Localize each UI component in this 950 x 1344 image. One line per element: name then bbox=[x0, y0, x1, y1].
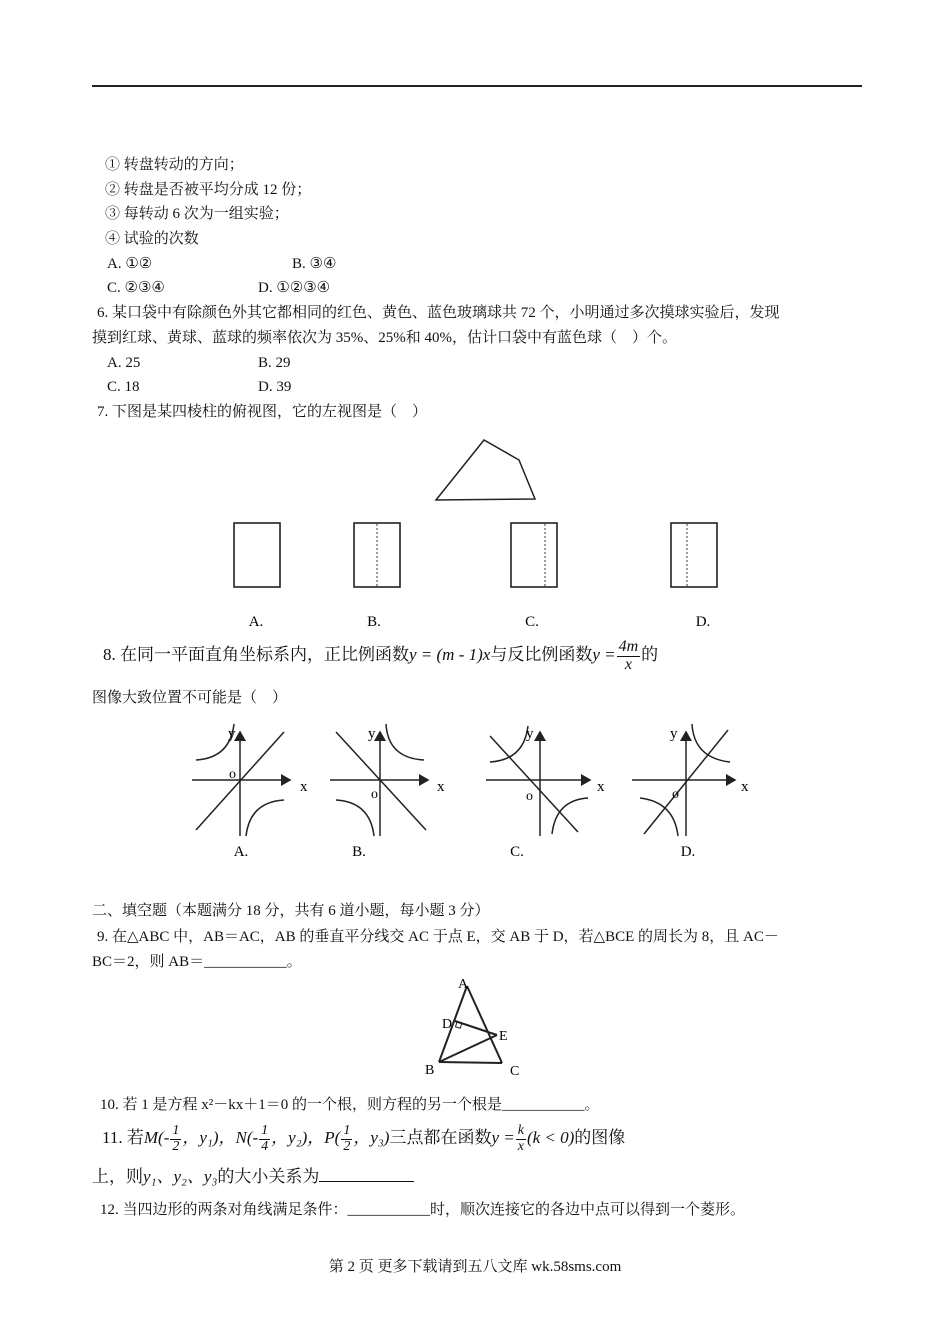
graph-b bbox=[330, 724, 445, 860]
q9-line1: 9. 在△ABC 中，AB＝AC，AB 的垂直平分线交 AC 于点 E，交 AB 于 D，若△BCE 的周长为 8，且 AC－ bbox=[97, 929, 779, 945]
q11-frac-quarter bbox=[259, 1124, 270, 1154]
q8-prefix: 8. 在同一平面直角坐标系内，正比例函数 bbox=[103, 645, 409, 664]
q8-suffix: 的 bbox=[641, 645, 659, 664]
graph-a bbox=[192, 724, 308, 860]
q11-func-den: x bbox=[517, 1138, 524, 1154]
q5-option-a: A. ①② bbox=[107, 256, 153, 272]
q7-label-b: B. bbox=[367, 614, 381, 630]
graph-d-label: D. bbox=[680, 844, 696, 860]
q5-item-4: ④ 试验的次数 bbox=[105, 231, 199, 247]
q8-fraction-den: x bbox=[624, 655, 632, 673]
q11-answer-blank[interactable] bbox=[319, 1165, 414, 1182]
graph-d-y-label: y bbox=[670, 726, 678, 742]
q8-formula-direct: y = (m - 1)x bbox=[409, 645, 491, 664]
option-d-rectangle bbox=[671, 523, 717, 587]
graph-a-label: A. bbox=[233, 844, 249, 860]
graph-b-x-label: x bbox=[437, 779, 445, 795]
header-rule bbox=[92, 85, 862, 87]
q11-line2 bbox=[92, 1165, 414, 1187]
q5-item-1: ① 转盘转动的方向； bbox=[105, 157, 244, 173]
q11-line2-vars: y₁、y₂、y₃ bbox=[143, 1167, 218, 1186]
graph-d bbox=[632, 724, 749, 860]
q11-line2-suffix: 的大小关系为 bbox=[217, 1167, 320, 1186]
option-c-rectangle bbox=[511, 523, 557, 587]
q11-frac-half-2 bbox=[341, 1124, 352, 1154]
graph-c-y-label: y bbox=[526, 726, 534, 742]
q11-y3: ，y₃) bbox=[353, 1128, 390, 1147]
q8-fraction-num: 4m bbox=[618, 637, 639, 655]
graph-c-origin: o bbox=[526, 789, 533, 804]
q5-item-3: ③ 每转动 6 次为一组实验； bbox=[105, 206, 289, 222]
point-c-label: C bbox=[510, 1064, 520, 1079]
q7-label-c: C. bbox=[525, 614, 539, 630]
q8-graphs bbox=[0, 718, 950, 863]
graph-b-label: B. bbox=[352, 844, 366, 860]
q5-item-2: ② 转盘是否被平均分成 12 份； bbox=[105, 182, 312, 198]
q6-option-a: A. 25 bbox=[107, 355, 141, 371]
q6-line2: 摸到红球、黄球、蓝球的频率依次为 35%、25%和 40%，估计口袋中有蓝色球（ ）个。 bbox=[92, 330, 677, 346]
q6-line1: 6. 某口袋中有除颜色外其它都相同的红色、黄色、蓝色玻璃球共 72 个，小明通过多次摸球实验后，发现 bbox=[97, 305, 780, 321]
q11-frac-quarter-den: 4 bbox=[261, 1138, 269, 1154]
q5-option-d: D. ①②③④ bbox=[258, 280, 331, 296]
point-d-label: D bbox=[442, 1017, 453, 1032]
q11-point-p: P( bbox=[324, 1128, 341, 1147]
point-e-label: E bbox=[499, 1029, 508, 1044]
q11-mid: 三点都在函数 bbox=[389, 1128, 492, 1147]
graph-b-origin: o bbox=[371, 787, 378, 802]
q8-mid: 与反比例函数 bbox=[490, 645, 593, 664]
option-a-rectangle bbox=[234, 523, 280, 587]
q7-stem: 7. 下图是某四棱柱的俯视图，它的左视图是（ ） bbox=[97, 404, 428, 420]
q11-frac-half-2-den: 2 bbox=[343, 1138, 351, 1154]
page-footer: 第 2 页 更多下载请到五八文库 wk.58sms.com bbox=[328, 1259, 622, 1275]
q9-triangle-figure bbox=[410, 972, 540, 1084]
q11-func-frac bbox=[516, 1124, 526, 1154]
q11-y2: ，y₂)， bbox=[271, 1128, 325, 1147]
q7-label-a: A. bbox=[248, 614, 264, 630]
q11-func-condition: (k < 0) bbox=[526, 1128, 575, 1147]
q6-option-d: D. 39 bbox=[258, 379, 292, 395]
q5-option-c: C. ②③④ bbox=[107, 280, 165, 296]
graph-a-x-label: x bbox=[300, 779, 308, 795]
q8-fraction bbox=[617, 639, 641, 674]
q11-y1: ，y₁)， bbox=[182, 1128, 236, 1147]
top-view-quadrilateral bbox=[436, 440, 535, 500]
graph-c-x-label: x bbox=[597, 779, 605, 795]
q11-frac-half-2-num: 1 bbox=[343, 1122, 351, 1138]
q11-func-num: k bbox=[517, 1122, 524, 1138]
q7-figure bbox=[0, 430, 950, 635]
graph-c-label: C. bbox=[510, 844, 524, 860]
q9-line2: BC＝2，则 AB＝___________。 bbox=[92, 954, 302, 970]
graph-b-y-label: y bbox=[368, 726, 376, 742]
q8-line2: 图像大致位置不可能是（ ） bbox=[92, 690, 288, 706]
q8-stem bbox=[103, 638, 658, 673]
q5-option-b: B. ③④ bbox=[292, 256, 337, 272]
q8-formula-inverse-lhs: y = bbox=[592, 645, 616, 664]
graph-d-x-label: x bbox=[741, 779, 749, 795]
q6-option-c: C. 18 bbox=[107, 379, 140, 395]
q7-label-d: D. bbox=[695, 614, 711, 630]
q11-suffix: 的图像 bbox=[574, 1128, 626, 1147]
point-a-label: A bbox=[458, 977, 469, 992]
q10-text: 10. 若 1 是方程 x²－kx＋1＝0 的一个根，则方程的另一个根是___________。 bbox=[100, 1097, 600, 1113]
point-b-label: B bbox=[425, 1063, 435, 1078]
q11-point-m: M(- bbox=[143, 1128, 170, 1147]
q11-frac-quarter-num: 1 bbox=[261, 1122, 269, 1138]
graph-c bbox=[486, 726, 605, 860]
q11-line1 bbox=[102, 1118, 625, 1158]
q11-prefix: 11. 若 bbox=[102, 1128, 144, 1147]
q11-frac-half-1-num: 1 bbox=[172, 1122, 180, 1138]
q6-option-b: B. 29 bbox=[258, 355, 291, 371]
q11-line2-prefix: 上，则 bbox=[92, 1167, 143, 1186]
q11-frac-half-1 bbox=[170, 1124, 181, 1154]
q11-func-lhs: y = bbox=[491, 1128, 515, 1147]
q11-frac-half-1-den: 2 bbox=[172, 1138, 180, 1154]
q12-text: 12. 当四边形的两条对角线满足条件：___________时，顺次连接它的各边中点可以得到一个菱形。 bbox=[100, 1202, 746, 1218]
graph-d-origin: o bbox=[672, 787, 679, 802]
section2-heading: 二、填空题（本题满分 18 分，共有 6 道小题，每小题 3 分） bbox=[92, 903, 490, 919]
graph-a-origin: o bbox=[229, 767, 236, 782]
graph-a-y-label: y bbox=[228, 726, 236, 742]
q11-point-n: N(- bbox=[235, 1128, 259, 1147]
